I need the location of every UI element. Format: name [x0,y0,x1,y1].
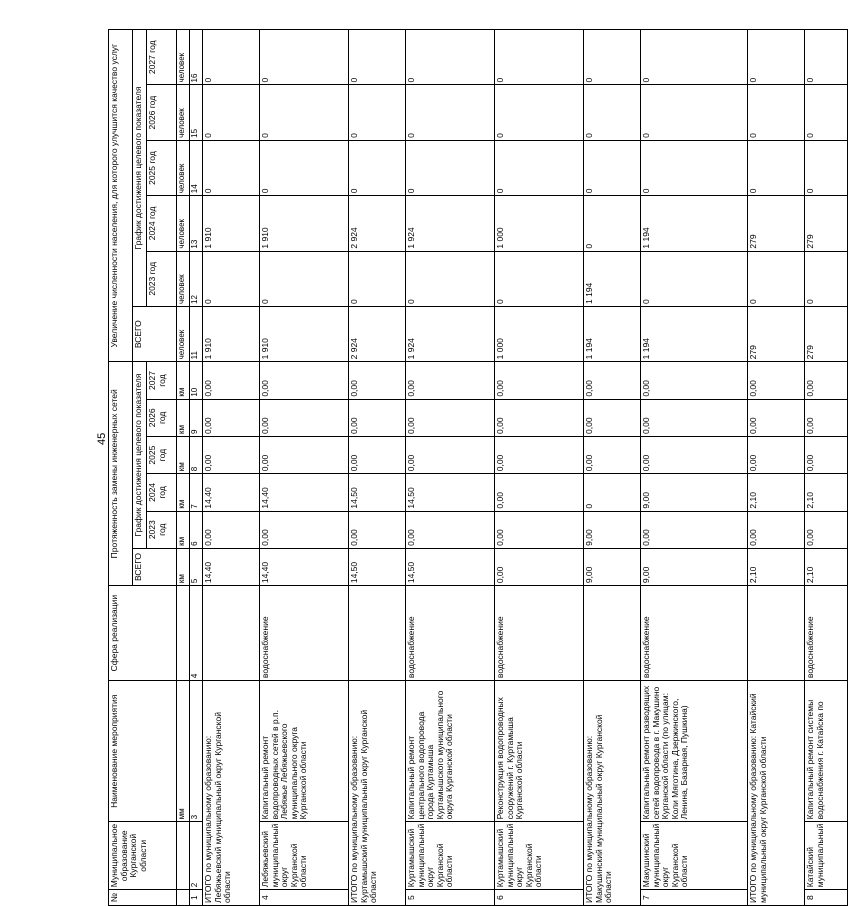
km-total: 14,50 [406,548,495,585]
km-2025: 0,00 [203,436,260,473]
people-2025: 0 [406,140,495,195]
header-event: Наименование мероприятия [109,681,177,822]
row-event: Капитальный ремонт центрального водопровода города Куртамыша Куртамышского муниципального округа Курганской области [406,681,495,822]
km-2024: 14,50 [406,474,495,511]
header-year: 2025 год [147,140,177,195]
table-row [805,30,848,906]
km-2025: 0,00 [748,436,805,473]
km-2027: 0,00 [406,362,495,399]
km-2025: 0,00 [641,436,748,473]
people-2023: 0 [406,251,495,306]
km-2026: 0,00 [406,399,495,436]
row-sphere: водоснабжение [406,586,495,681]
people-total: 1 194 [584,307,641,362]
km-2023: 0,00 [260,511,349,548]
people-2027: 0 [805,30,848,86]
people-total: 1 194 [641,307,748,362]
people-2023: 0 [641,251,748,306]
people-2024: 1 910 [260,196,349,251]
people-2023: 0 [203,251,260,306]
people-2026: 0 [203,85,260,140]
km-2024: 14,50 [349,474,406,511]
km-2023: 9,00 [584,511,641,548]
rotated-page [108,29,825,906]
km-2027: 0,00 [203,362,260,399]
unit-people: человек [177,140,190,195]
people-2025: 0 [584,140,641,195]
people-2025: 0 [349,140,406,195]
total-row [203,30,260,906]
row-municipality: Куртамышский муниципальный округ Курганской области [495,822,584,890]
people-2027: 0 [748,30,805,86]
header-length-schedule: График достижения целевого показателя [133,362,147,548]
people-2023: 0 [495,251,584,306]
col-number: 4 [190,586,203,681]
km-total: 14,50 [349,548,406,585]
row-municipality: Макушинский муниципальный округ Курганской области [641,822,748,890]
km-2025: 0,00 [406,436,495,473]
unit-mm: мм [177,681,190,822]
people-2023: 0 [260,251,349,306]
people-2026: 0 [584,85,641,140]
km-2024: 14,40 [203,474,260,511]
total-label: ИТОГО по муниципальному образованию: Куртамышский муниципальный округ Курганской области [349,681,406,906]
people-2026: 0 [805,85,848,140]
col-number: 15 [190,85,203,140]
table-row [406,30,495,906]
unit-people: человек [177,307,190,362]
km-2023: 0,00 [495,511,584,548]
col-number: 7 [190,474,203,511]
km-2023: 0,00 [641,511,748,548]
km-total: 2,10 [748,548,805,585]
people-2026: 0 [495,85,584,140]
row-number: 4 [260,890,349,906]
km-2026: 0,00 [260,399,349,436]
header-population-total: ВСЕГО [133,307,177,362]
total-row [349,30,406,906]
people-2023: 1 194 [584,251,641,306]
people-2026: 0 [349,85,406,140]
col-number: 3 [190,681,203,822]
unit-km: км [177,548,190,585]
people-2024: 2 924 [349,196,406,251]
header-year: 2027 год [147,362,177,399]
header-year: 2026 год [147,399,177,436]
people-2024: 279 [748,196,805,251]
km-2025: 0,00 [584,436,641,473]
km-2026: 0,00 [349,399,406,436]
people-2026: 0 [641,85,748,140]
people-2025: 0 [203,140,260,195]
km-2027: 0,00 [805,362,848,399]
people-total: 1 910 [203,307,260,362]
km-2026: 0,00 [203,399,260,436]
unit-km: км [177,436,190,473]
people-2024: 279 [805,196,848,251]
km-total: 0,00 [495,548,584,585]
km-2024: 2,10 [805,474,848,511]
row-number: 5 [406,890,495,906]
col-number: 13 [190,196,203,251]
km-2023: 0,00 [349,511,406,548]
km-2027: 0,00 [748,362,805,399]
people-2026: 0 [406,85,495,140]
col-number: 9 [190,399,203,436]
row-sphere: водоснабжение [260,586,349,681]
header-municipality: Муниципальное образование Курганской области [109,822,177,890]
km-total: 9,00 [584,548,641,585]
header-sphere: Сфера реализации [109,586,177,681]
header-length: Протяженность замены инженерных сетей [109,362,133,586]
unit-km: км [177,362,190,399]
km-2026: 0,00 [805,399,848,436]
col-number: 16 [190,30,203,86]
unit-km: км [177,511,190,548]
header-year: 2023 год [147,251,177,306]
km-total: 14,40 [260,548,349,585]
people-2027: 0 [495,30,584,86]
km-2026: 0,00 [748,399,805,436]
people-2027: 0 [203,30,260,86]
header-length-total: ВСЕГО [133,548,177,585]
people-2025: 0 [748,140,805,195]
people-2023: 0 [805,251,848,306]
header-no: № [109,890,177,906]
people-2024: 1 924 [406,196,495,251]
col-number: 6 [190,511,203,548]
km-2027: 0,00 [584,362,641,399]
people-total: 279 [748,307,805,362]
people-2026: 0 [748,85,805,140]
people-2025: 0 [805,140,848,195]
row-number: 6 [495,890,584,906]
people-2023: 0 [349,251,406,306]
row-event: Капитальный ремонт водопроводных сетей в р.п. Лебяжье Лебяжьевского муниципального округа Курганской области [260,681,349,822]
table-row [260,30,349,906]
total-label: ИТОГО по муниципальному образованию: Лебяжьевский муниципальный округ Курганской области [203,681,260,906]
people-2025: 0 [641,140,748,195]
km-2023: 0,00 [805,511,848,548]
unit-people: человек [177,196,190,251]
people-2024: 0 [584,196,641,251]
col-number: 12 [190,251,203,306]
header-year: 2024 год [147,474,177,511]
header-year: 2026 год [147,85,177,140]
people-2024: 1 910 [203,196,260,251]
people-2024: 1 194 [641,196,748,251]
km-2024: 0,00 [495,474,584,511]
row-sphere: водоснабжение [641,586,748,681]
km-2023: 0,00 [406,511,495,548]
people-2024: 1 000 [495,196,584,251]
km-2023: 0,00 [748,511,805,548]
col-number: 2 [190,822,203,890]
header-year: 2025 год [147,436,177,473]
km-2024: 9,00 [641,474,748,511]
row-sphere: водоснабжение [805,586,848,681]
header-year: 2027 год [147,30,177,86]
row-event: Капитальный ремонт системы водоснабжения г. Катайска по [805,681,848,822]
people-total: 2 924 [349,307,406,362]
total-row [584,30,641,906]
col-number: 8 [190,436,203,473]
total-row [748,30,805,906]
km-2025: 0,00 [805,436,848,473]
people-2027: 0 [406,30,495,86]
col-number: 1 [190,890,203,906]
header-year: 2023 год [147,511,177,548]
km-2027: 0,00 [641,362,748,399]
km-2026: 0,00 [584,399,641,436]
people-2026: 0 [260,85,349,140]
km-2025: 0,00 [349,436,406,473]
km-2027: 0,00 [349,362,406,399]
row-municipality: Куртамышский муниципальный округ Курганской области [406,822,495,890]
col-number: 14 [190,140,203,195]
people-total: 279 [805,307,848,362]
header-population: Увеличение численности населения, для которого улучшится качество услуг [109,30,133,362]
table-row [641,30,748,906]
people-2027: 0 [349,30,406,86]
km-2024: 2,10 [748,474,805,511]
km-2025: 0,00 [260,436,349,473]
people-total: 1 924 [406,307,495,362]
people-2027: 0 [584,30,641,86]
km-2026: 0,00 [641,399,748,436]
col-number: 5 [190,548,203,585]
km-total: 2,10 [805,548,848,585]
unit-people: человек [177,251,190,306]
unit-km: км [177,399,190,436]
row-event: Реконструкция водопроводных сооружений г. Куртамыша Курганской области [495,681,584,822]
km-total: 14,40 [203,548,260,585]
indicators-table [108,29,848,906]
row-sphere: водоснабжение [495,586,584,681]
unit-km: км [177,474,190,511]
people-2025: 0 [495,140,584,195]
total-label: ИТОГО по муниципальному образованию: Катайский муниципальный округ Курганской области [748,681,805,906]
people-total: 1 000 [495,307,584,362]
table-row [495,30,584,906]
people-2027: 0 [641,30,748,86]
row-event: Капитальный ремонт разводящих сетей водопровода в г. Макушино Курганской области (по улицам: Коли Мяготина, Дзержинского, Ленина, Базарная, Пушкина) [641,681,748,822]
people-2025: 0 [260,140,349,195]
page-number: 45 [96,432,108,445]
row-number: 8 [805,890,848,906]
people-2023: 0 [748,251,805,306]
row-municipality: Лебяжьевский муниципальный округ Курганской области [260,822,349,890]
header-population-schedule: График достижения целевого показателя [133,30,147,307]
km-2025: 0,00 [495,436,584,473]
people-total: 1 910 [260,307,349,362]
row-number: 7 [641,890,748,906]
people-2027: 0 [260,30,349,86]
header-year: 2024 год [147,196,177,251]
km-2023: 0,00 [203,511,260,548]
km-2024: 14,40 [260,474,349,511]
col-number: 11 [190,307,203,362]
km-2026: 0,00 [495,399,584,436]
km-2024: 0 [584,474,641,511]
unit-people: человек [177,85,190,140]
km-total: 9,00 [641,548,748,585]
total-label: ИТОГО по муниципальному образованию: Макушинский муниципальный округ Курганской области [584,681,641,906]
row-municipality: Катайский муниципальный [805,822,848,890]
km-2027: 0,00 [495,362,584,399]
unit-people: человек [177,30,190,86]
col-number: 10 [190,362,203,399]
km-2027: 0,00 [260,362,349,399]
